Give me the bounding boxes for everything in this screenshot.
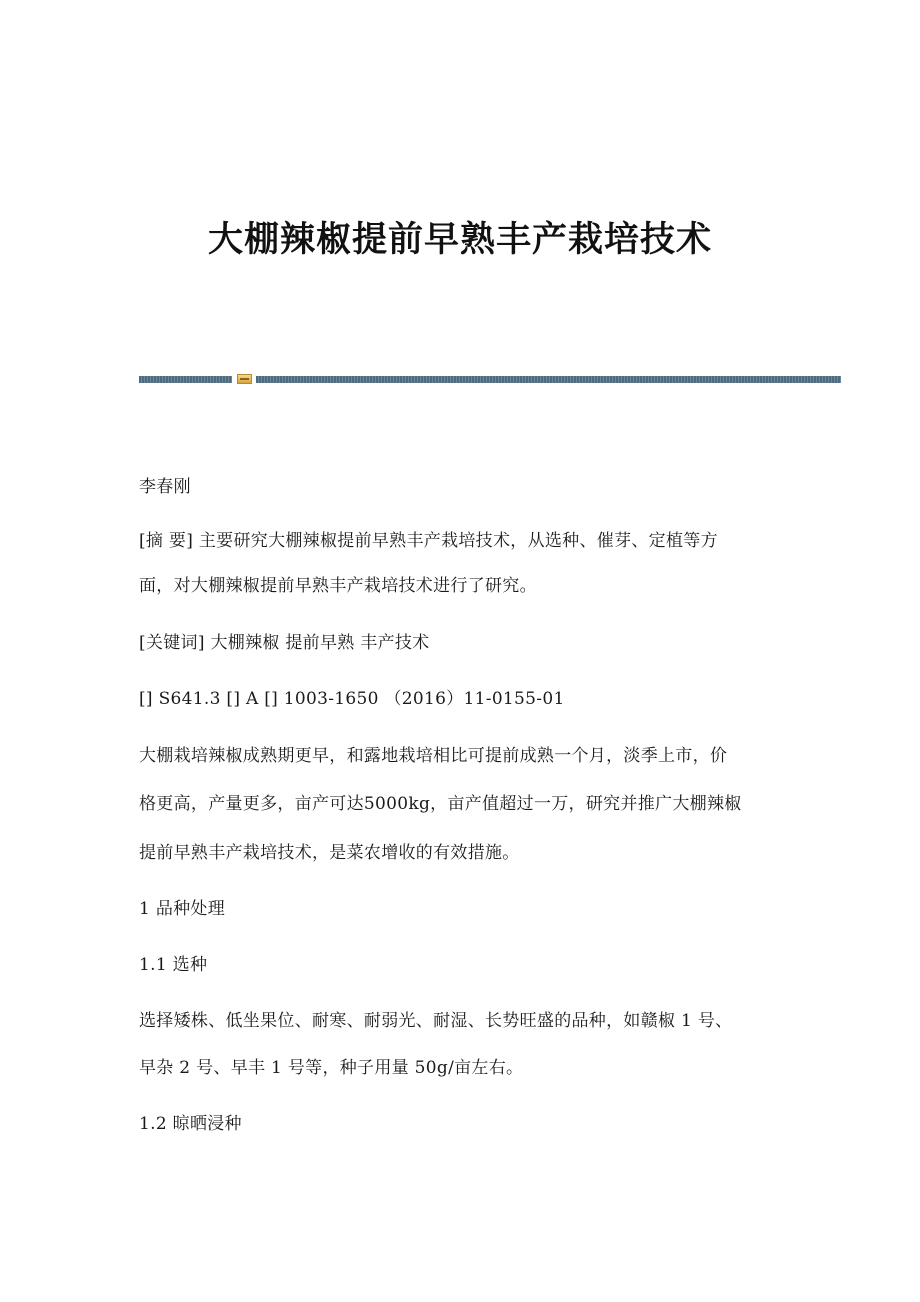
section-1-1-line-1: 选择矮株、低坐果位、耐寒、耐弱光、耐湿、长势旺盛的品种，如赣椒 1 号、 xyxy=(139,1011,733,1031)
section-1-1-line-2: 早杂 2 号、早丰 1 号等，种子用量 50g/亩左右。 xyxy=(139,1058,524,1078)
abstract-line-1: [摘 要] 主要研究大棚辣椒提前早熟丰产栽培技术，从选种、催芽、定植等方 xyxy=(139,531,718,551)
divider-bar-right xyxy=(256,376,841,383)
classification-codes: [] S641.3 [] A [] 1003-1650 （2016）11-0155-01 xyxy=(139,689,565,709)
author-name: 李春刚 xyxy=(139,477,191,497)
title-divider xyxy=(139,374,841,384)
page-title: 大棚辣椒提前早熟丰产栽培技术 xyxy=(207,219,712,260)
section-1-heading: 1 品种处理 xyxy=(139,899,226,919)
intro-line-1: 大棚栽培辣椒成熟期更早，和露地栽培相比可提前成熟一个月，淡季上市，价 xyxy=(139,746,728,766)
intro-line-3: 提前早熟丰产栽培技术，是菜农增收的有效措施。 xyxy=(139,843,520,863)
section-1-2-heading: 1.2 晾晒浸种 xyxy=(139,1114,242,1134)
keywords: [关键词] 大棚辣椒 提前早熟 丰产技术 xyxy=(139,633,430,653)
abstract-line-2: 面，对大棚辣椒提前早熟丰产栽培技术进行了研究。 xyxy=(139,576,537,596)
envelope-icon xyxy=(237,374,252,384)
divider-bar-left xyxy=(139,376,232,383)
intro-line-2: 格更高，产量更多，亩产可达5000kg，亩产值超过一万，研究并推广大棚辣椒 xyxy=(139,794,742,814)
section-1-1-heading: 1.1 选种 xyxy=(139,955,208,975)
